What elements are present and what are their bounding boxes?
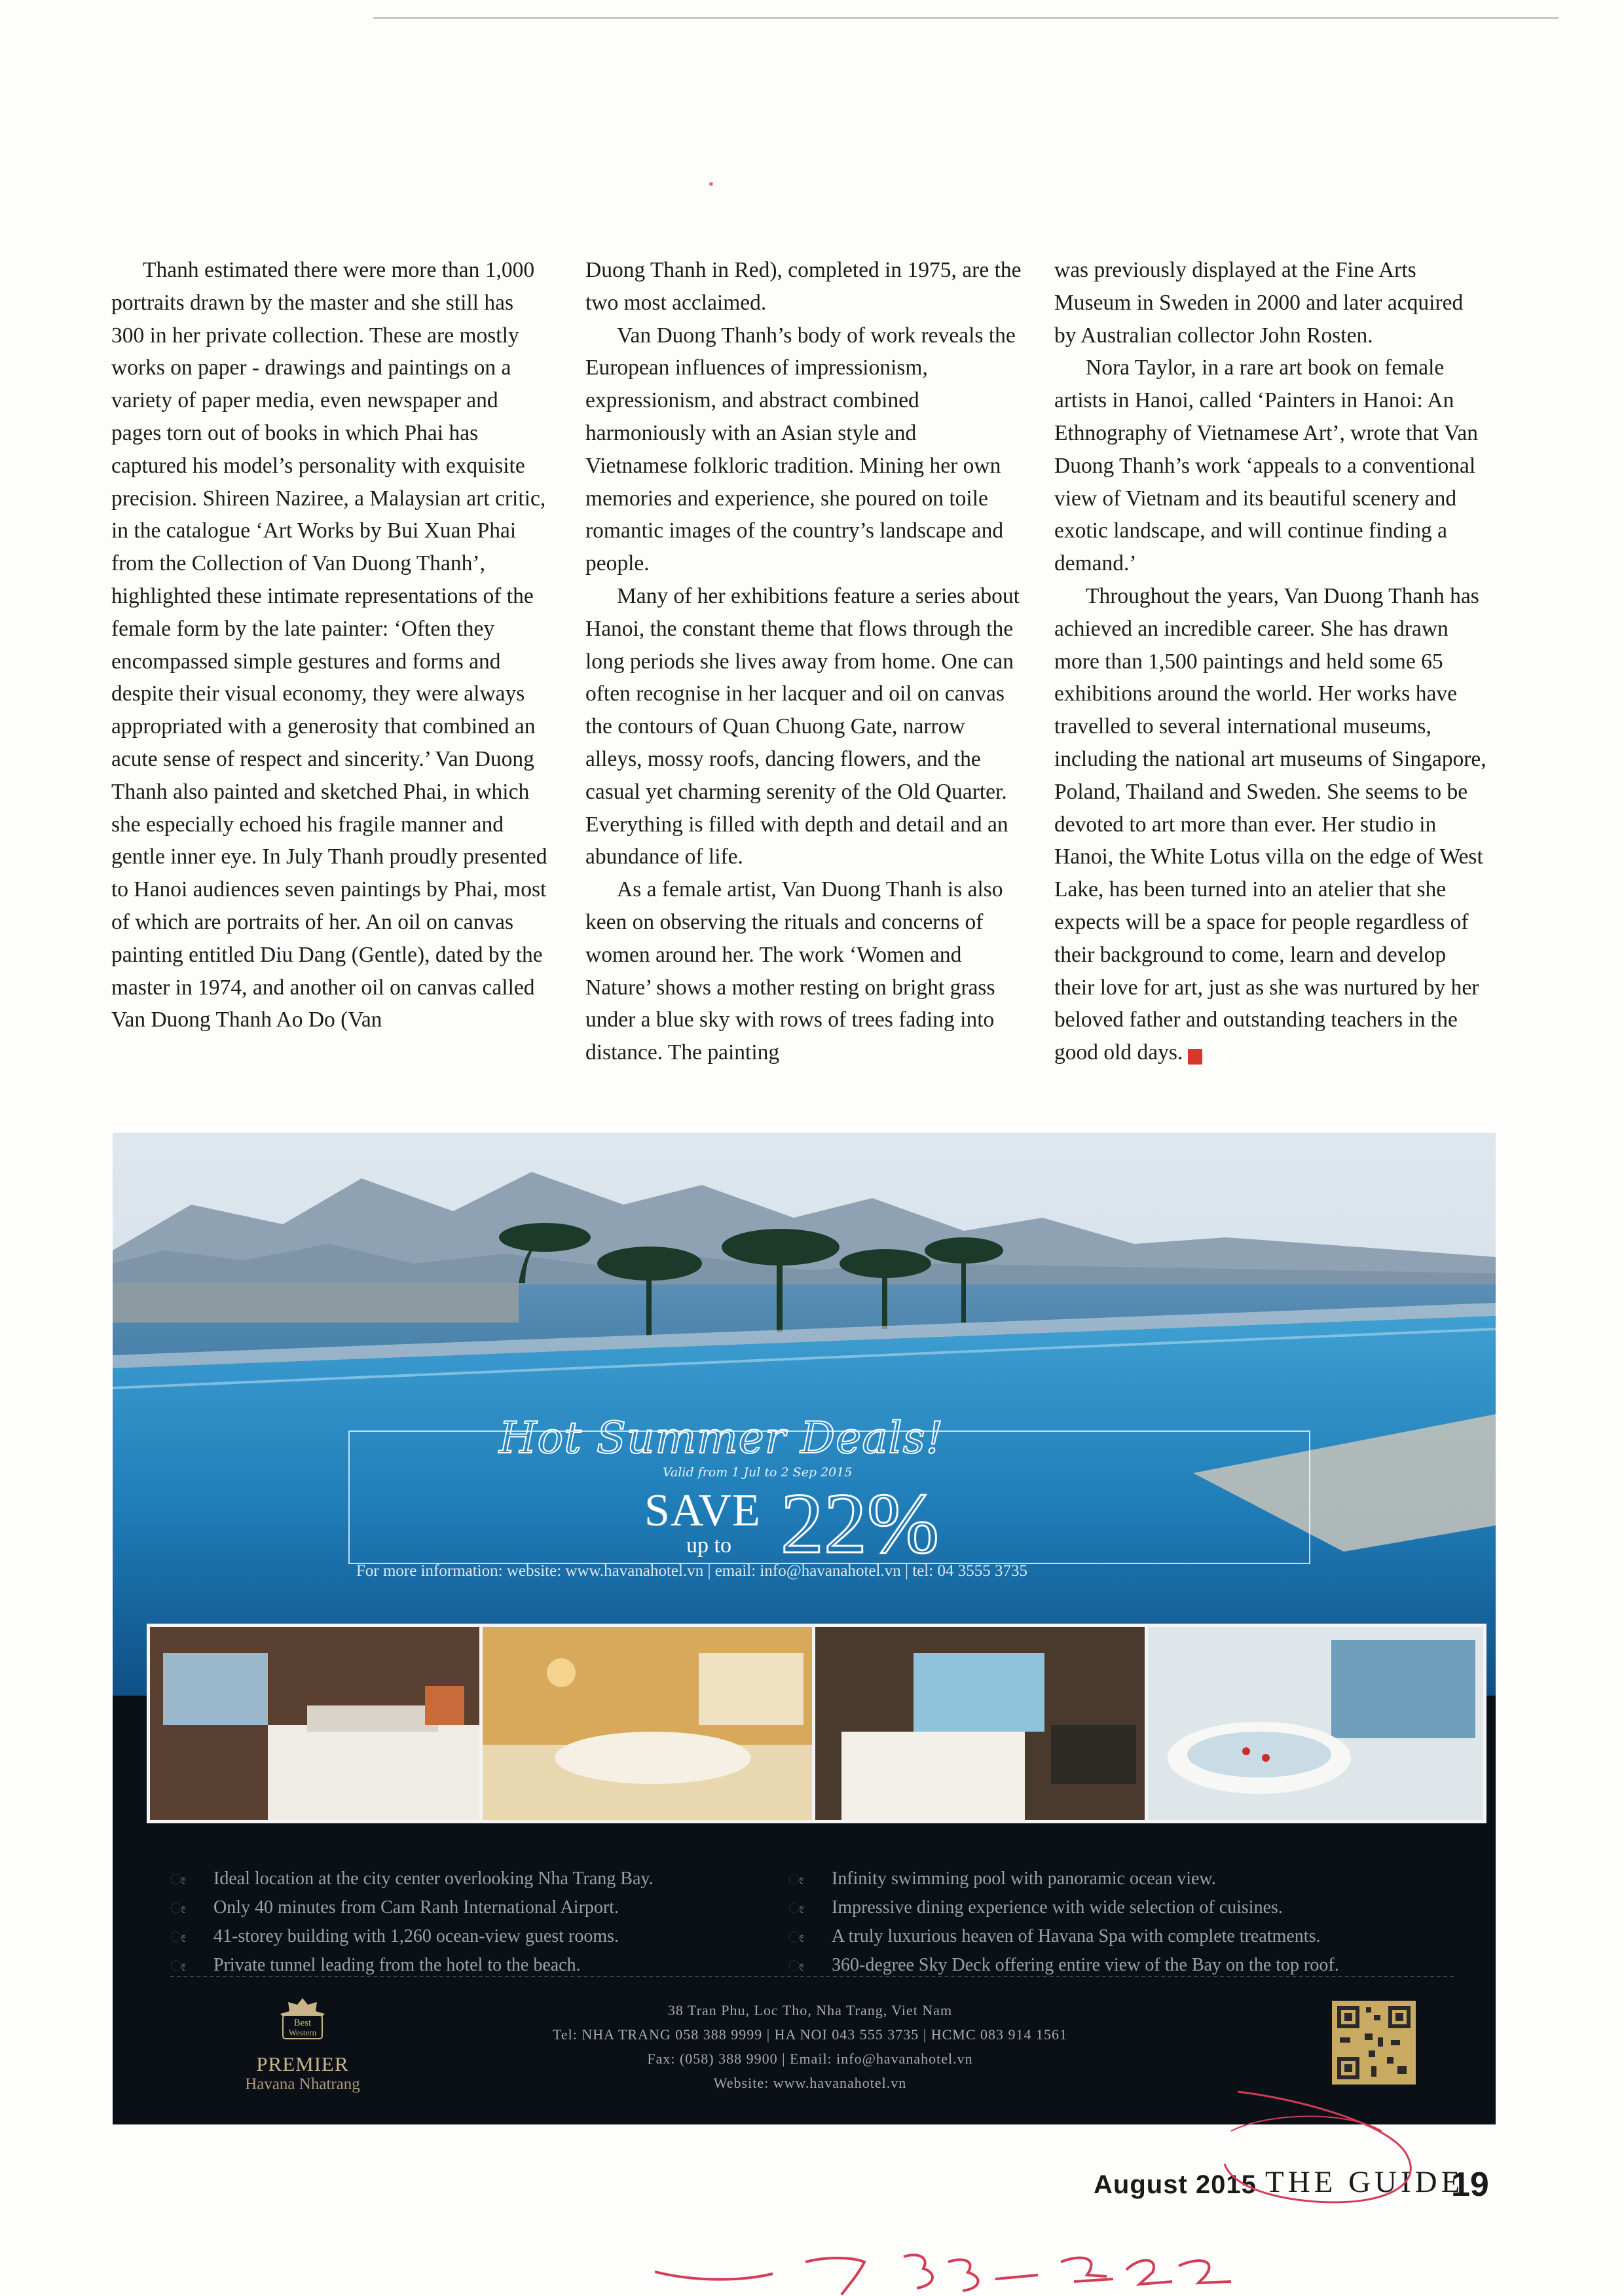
deal-validity: Valid from 1 Jul to 2 Sep 2015 — [663, 1465, 853, 1480]
feature-item — [170, 1893, 654, 1922]
article-paragraph: Duong Thanh in Red), completed in 1975, are the two most acclaimed. — [585, 258, 1022, 315]
feature-item — [170, 1922, 654, 1951]
ad-divider — [170, 1976, 1454, 1977]
feature-text: 41-storey building with 1,260 ocean-view guest rooms. — [213, 1926, 619, 1946]
brand-premier: PREMIER — [256, 2052, 349, 2075]
article-paragraph: was previously displayed at the Fine Arts Museum in Sweden in 2000 and later acquired by Australian collector John Rosten. — [1054, 258, 1464, 348]
article-paragraph: Van Duong Thanh’s body of work reveals the European influences of impressionism, expressionism, and abstract combined harmoniously with an Asian style and Vietnamese folkloric tradition. Mining her own memories and experience, she poured on toile romantic images of the country’s landscape and people. — [585, 323, 1016, 576]
bullet-icon: ೕ — [170, 1871, 186, 1887]
feature-text: Ideal location at the city center overlooking Nha Trang Bay. — [213, 1868, 654, 1889]
photo-bathroom — [479, 1624, 821, 1823]
features-right — [788, 1865, 1339, 1980]
article-column-1 — [111, 254, 547, 1036]
scan-mark — [709, 182, 713, 186]
hotel-website: Website: www.havanahotel.vn — [713, 2075, 907, 2091]
article-body — [111, 254, 1500, 1118]
bullet-icon: ೕ — [788, 1871, 804, 1887]
hotel-contact — [479, 1998, 1141, 2095]
article-paragraph — [1054, 580, 1490, 1069]
feature-text: Infinity swimming pool with panoramic ocean view. — [832, 1868, 1216, 1889]
hotel-name: Havana Nhatrang — [245, 2075, 360, 2093]
logo-text-best: Best — [293, 2018, 312, 2028]
deal-contact-info: For more information: website: www.havanahotel.vn | email: info@havanahotel.vn | tel: 04 3555 3735 — [356, 1562, 1027, 1580]
article-column-2 — [585, 254, 1022, 1069]
hotel-fax-email: Fax: (058) 388 9900 | Email: info@havanahotel.vn — [647, 2050, 973, 2067]
feature-text: Only 40 minutes from Cam Ranh International Airport. — [213, 1897, 619, 1918]
best-western-logo — [270, 1995, 335, 2050]
deal-percentage: 22% — [781, 1475, 939, 1571]
bullet-icon: ೕ — [170, 1958, 186, 1974]
deal-save-label: SAVE — [644, 1485, 761, 1536]
article-column-3 — [1054, 254, 1490, 1069]
photo-spa — [1145, 1624, 1486, 1823]
scan-top-rule — [373, 17, 1559, 19]
photo-suite — [812, 1624, 1154, 1823]
article-paragraph: Thanh estimated there were more than 1,000 portraits drawn by the master and she still has 300 in her private collection. These are mostly works on paper - drawings and paintings on a variety of paper media, even newspaper and pages torn out of books in which Phai has captured his model’s personality with exquisite precision. Shireen Naziree, a Malaysian art critic, in the catalogue ‘Art Works by Bui Xuan Phai from the Collection of Van Duong Thanh’, highlighted these intimate representations of the female form by the late painter: ‘Often they encompassed simple gestures and forms and despite their visual economy, they were always appropriated with a generosity that combined an acute sense of respect and sincerity.’ Van Duong Thanh also painted and sketched Phai, in which she especially echoed his fragile manner and gentle inner eye. In July Thanh proudly presented to Hanoi audiences seven paintings by Phai, most of which are portraits of her. An oil on canvas painting entitled Diu Dang (Gentle), dated by the master in 1974, and another oil on canvas called Van Duong Thanh Ao Do (Van — [111, 258, 547, 1032]
magazine-name: THE GUIDE — [1265, 2165, 1464, 2199]
end-of-article-icon: E — [1188, 1049, 1202, 1065]
feature-item — [788, 1922, 1339, 1951]
feature-item — [788, 1893, 1339, 1922]
feature-item — [170, 1865, 654, 1893]
feature-text: Impressive dining experience with wide selection of cuisines. — [832, 1897, 1283, 1918]
coastline-city — [113, 1283, 519, 1322]
feature-item — [788, 1865, 1339, 1893]
feature-text: 360-degree Sky Deck offering entire view of the Bay on the top roof. — [832, 1955, 1339, 1975]
bullet-icon: ೕ — [788, 1900, 804, 1916]
hotel-address: 38 Tran Phu, Loc Tho, Nha Trang, Viet Nam — [667, 2002, 953, 2018]
page-number: 19 — [1451, 2166, 1489, 2204]
feature-text: A truly luxurious heaven of Havana Spa with complete treatments. — [832, 1926, 1321, 1946]
photo-bedroom — [147, 1624, 489, 1823]
features-left — [170, 1865, 654, 1980]
article-paragraph: As a female artist, Van Duong Thanh is also keen on observing the rituals and concerns of women around her. The work ‘Women and Nature’ shows a mother resting on bright grass under a blue sky with rows of trees fading into distance. The painting — [585, 877, 1003, 1065]
article-paragraph: Many of her exhibitions feature a series about Hanoi, the constant theme that flows through the long periods she lives away from home. One can often recognise in her lacquer and oil on canvas the contours of Quan Chuong Gate, narrow alleys, mossy roofs, dancing flowers, and the casual yet charming serenity of the Old Quarter. Everything is filled with depth and detail and an abundance of life. — [585, 583, 1020, 869]
bullet-icon: ೕ — [788, 1929, 804, 1945]
qr-code-icon — [1332, 2001, 1416, 2085]
hotel-phone: Tel: NHA TRANG 058 388 9999 | HA NOI 043 555 3735 | HCMC 083 914 1561 — [553, 2026, 1067, 2043]
deal-upto-label: up to — [686, 1533, 731, 1558]
feature-text: Private tunnel leading from the hotel to the beach. — [213, 1955, 581, 1975]
bullet-icon: ೕ — [788, 1958, 804, 1974]
deal-headline: Hot Summer Deals! — [499, 1413, 944, 1463]
issue-date: August 2015 — [1094, 2170, 1257, 2199]
bullet-icon: ೕ — [170, 1929, 186, 1945]
hotel-advertisement — [113, 1133, 1496, 2124]
article-paragraph: Nora Taylor, in a rare art book on female artists in Hanoi, called ‘Painters in Hanoi: An Ethnography of Vietnamese Art’, wrote that Van Duong Thanh’s work ‘appeals to a conventional view of Vietnam and its beautiful scenery and exotic landscape, and will continue finding a demand.’ — [1054, 355, 1479, 576]
bullet-icon: ೕ — [170, 1900, 186, 1916]
article-paragraph-text: Throughout the years, Van Duong Thanh has achieved an incredible career. She has drawn more than 1,500 paintings and held some 65 exhibitions around the world. Her works have travelled to several international museums, including the national art museums of Singapore, Poland, Thailand and Sweden. She seems to be devoted to art more than ever. Her studio in Hanoi, the White Lotus villa on the edge of West Lake, has been turned into an atelier that she expects will be a space for people regardless of their background to come, learn and develop their love for art, just as she was nurtured by her beloved father and outstanding teachers in the good old days. — [1054, 583, 1486, 1065]
handwritten-annotation — [655, 2085, 1506, 2296]
logo-text-western: Western — [288, 2028, 317, 2037]
